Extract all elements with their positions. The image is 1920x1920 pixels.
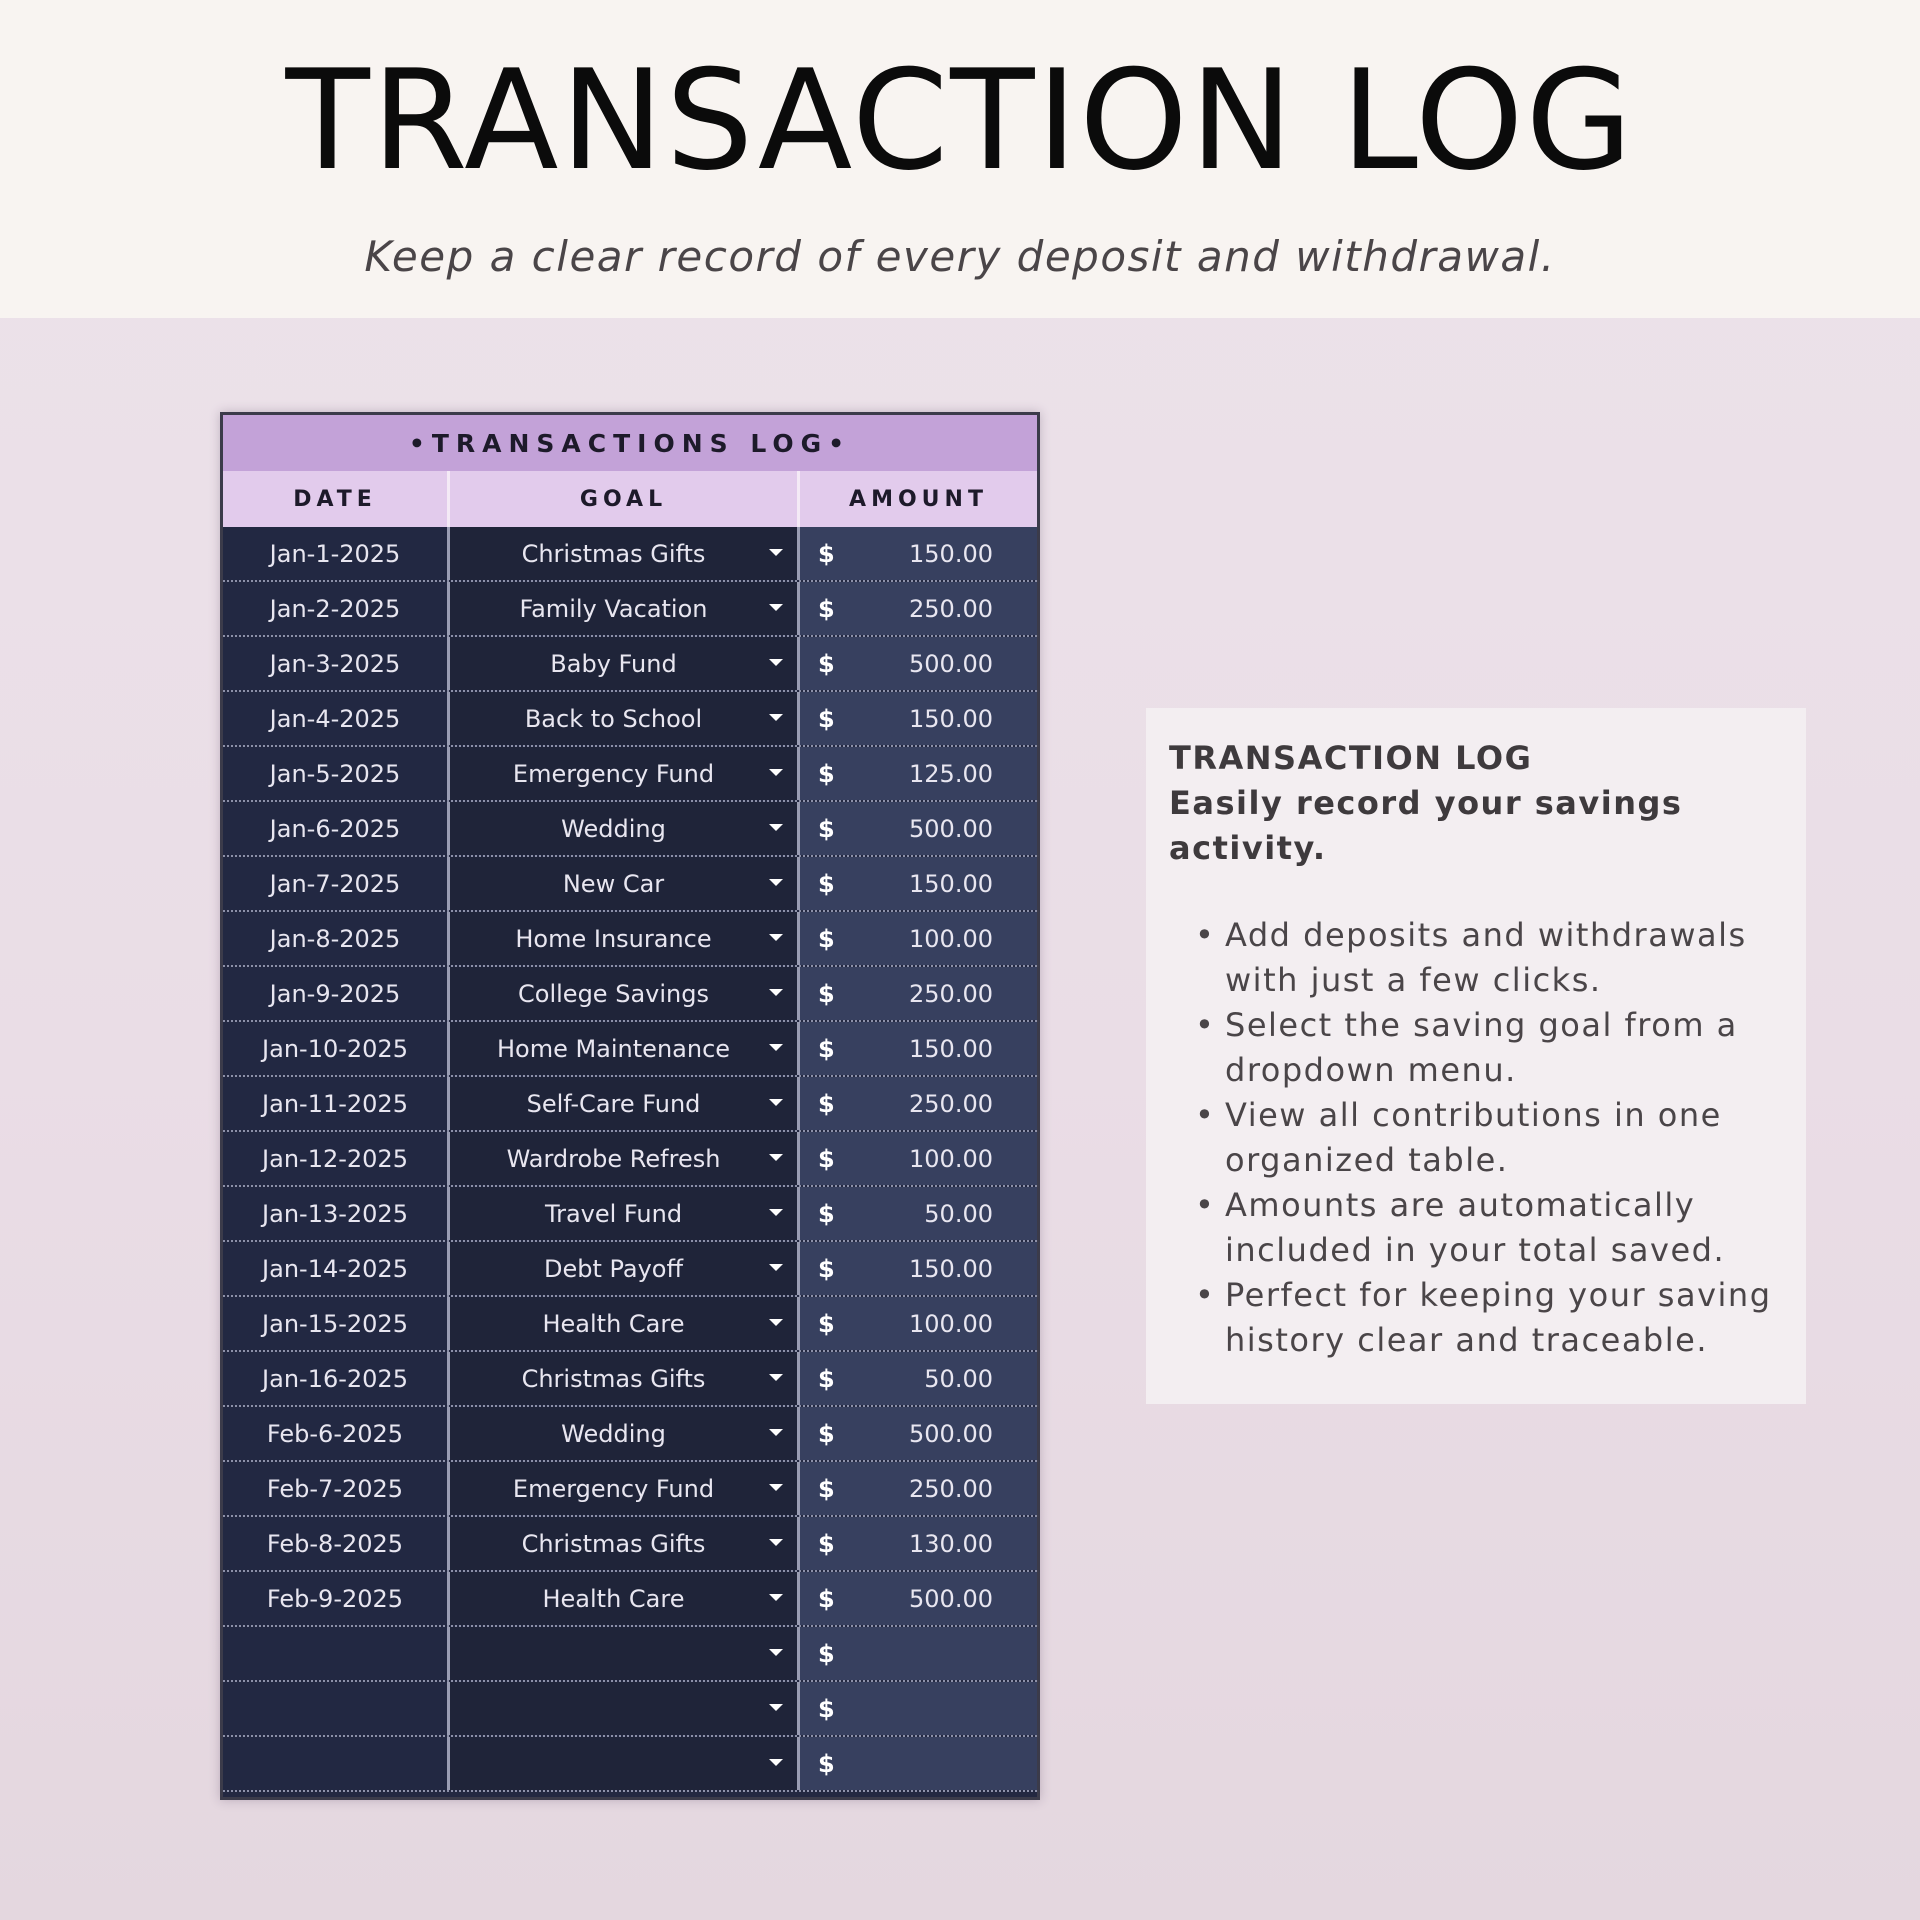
currency-symbol: $ bbox=[818, 594, 835, 623]
dropdown-arrow-icon[interactable] bbox=[769, 714, 783, 721]
date-cell[interactable] bbox=[223, 1627, 450, 1680]
dropdown-arrow-icon[interactable] bbox=[769, 549, 783, 556]
info-bullet: • Select the saving goal from a dropdown menu. bbox=[1195, 1003, 1784, 1093]
goal-dropdown-cell[interactable] bbox=[450, 1737, 800, 1790]
date-cell[interactable]: Jan-6-2025 bbox=[223, 802, 450, 855]
currency-symbol: $ bbox=[818, 539, 835, 568]
currency-symbol: $ bbox=[818, 1144, 835, 1173]
dropdown-arrow-icon[interactable] bbox=[769, 879, 783, 886]
amount-cell[interactable] bbox=[800, 1132, 1037, 1185]
goal-dropdown-cell[interactable] bbox=[450, 1352, 800, 1405]
info-bullet: • Add deposits and withdrawals with just a few clicks. bbox=[1195, 913, 1784, 1003]
amount-cell[interactable] bbox=[800, 747, 1037, 800]
currency-symbol: $ bbox=[818, 1749, 835, 1778]
table-row bbox=[223, 1187, 1037, 1242]
dropdown-arrow-icon[interactable] bbox=[769, 1594, 783, 1601]
date-cell[interactable]: Jan-13-2025 bbox=[223, 1187, 450, 1240]
goal-dropdown-cell[interactable] bbox=[450, 582, 800, 635]
goal-dropdown-cell[interactable] bbox=[450, 1682, 800, 1735]
currency-symbol: $ bbox=[818, 1089, 835, 1118]
currency-symbol: $ bbox=[818, 1034, 835, 1063]
date-cell[interactable]: Jan-2-2025 bbox=[223, 582, 450, 635]
table-row bbox=[223, 1352, 1037, 1407]
dropdown-arrow-icon[interactable] bbox=[769, 1429, 783, 1436]
goal-dropdown-cell[interactable] bbox=[450, 912, 800, 965]
amount-value: 50.00 bbox=[924, 1199, 993, 1228]
table-row bbox=[223, 692, 1037, 747]
amount-cell[interactable] bbox=[800, 1242, 1037, 1295]
amount-cell[interactable] bbox=[800, 1627, 1037, 1680]
goal-dropdown-cell[interactable] bbox=[450, 1627, 800, 1680]
date-cell[interactable]: Jan-10-2025 bbox=[223, 1022, 450, 1075]
amount-cell[interactable] bbox=[800, 582, 1037, 635]
date-cell[interactable]: Feb-7-2025 bbox=[223, 1462, 450, 1515]
amount-value: 150.00 bbox=[909, 704, 993, 733]
dropdown-arrow-icon[interactable] bbox=[769, 1649, 783, 1656]
goal-value: Travel Fund bbox=[544, 1199, 683, 1228]
table-row bbox=[223, 802, 1037, 857]
table-row bbox=[223, 1242, 1037, 1297]
amount-value: 500.00 bbox=[909, 814, 993, 843]
currency-symbol: $ bbox=[818, 704, 835, 733]
dropdown-arrow-icon[interactable] bbox=[769, 1209, 783, 1216]
goal-dropdown-cell[interactable] bbox=[450, 1022, 800, 1075]
dropdown-arrow-icon[interactable] bbox=[769, 1539, 783, 1546]
goal-value: Home Insurance bbox=[515, 924, 712, 953]
goal-value: Family Vacation bbox=[519, 594, 708, 623]
currency-symbol: $ bbox=[818, 1419, 835, 1448]
currency-symbol: $ bbox=[818, 814, 835, 843]
goal-value: Debt Payoff bbox=[543, 1254, 684, 1283]
dropdown-arrow-icon[interactable] bbox=[769, 1099, 783, 1106]
dropdown-arrow-icon[interactable] bbox=[769, 1044, 783, 1051]
goal-dropdown-cell[interactable] bbox=[450, 857, 800, 910]
amount-cell[interactable] bbox=[800, 857, 1037, 910]
amount-cell[interactable] bbox=[800, 1077, 1037, 1130]
goal-value: Wedding bbox=[561, 814, 666, 843]
goal-value: Christmas Gifts bbox=[521, 539, 706, 568]
goal-value: New Car bbox=[562, 869, 665, 898]
table-row bbox=[223, 1572, 1037, 1627]
info-bullet: • Amounts are automatically included in your total saved. bbox=[1195, 1183, 1784, 1273]
goal-dropdown-cell[interactable] bbox=[450, 1242, 800, 1295]
goal-value: Health Care bbox=[542, 1584, 685, 1613]
amount-cell[interactable] bbox=[800, 1407, 1037, 1460]
goal-dropdown-cell[interactable] bbox=[450, 1462, 800, 1515]
date-cell[interactable]: Jan-15-2025 bbox=[223, 1297, 450, 1350]
dropdown-arrow-icon[interactable] bbox=[769, 1484, 783, 1491]
date-cell[interactable] bbox=[223, 1682, 450, 1735]
amount-value: 100.00 bbox=[909, 1144, 993, 1173]
goal-value: College Savings bbox=[518, 979, 709, 1008]
currency-symbol: $ bbox=[818, 1694, 835, 1723]
currency-symbol: $ bbox=[818, 1254, 835, 1283]
dropdown-arrow-icon[interactable] bbox=[769, 604, 783, 611]
table-row bbox=[223, 1407, 1037, 1462]
goal-dropdown-cell[interactable] bbox=[450, 637, 800, 690]
table-row bbox=[223, 967, 1037, 1022]
currency-symbol: $ bbox=[818, 1584, 835, 1613]
amount-cell[interactable] bbox=[800, 1682, 1037, 1735]
currency-symbol: $ bbox=[818, 1199, 835, 1228]
date-cell[interactable]: Jan-12-2025 bbox=[223, 1132, 450, 1185]
info-bullet: • Perfect for keeping your saving history clear and traceable. bbox=[1195, 1273, 1784, 1363]
currency-symbol: $ bbox=[818, 1474, 835, 1503]
goal-value: Christmas Gifts bbox=[521, 1364, 706, 1393]
column-header-goal: GOAL bbox=[450, 471, 800, 527]
column-header-date: DATE bbox=[223, 471, 450, 527]
amount-cell[interactable] bbox=[800, 1022, 1037, 1075]
amount-value: 50.00 bbox=[924, 1364, 993, 1393]
table-row bbox=[223, 857, 1037, 912]
goal-dropdown-cell[interactable] bbox=[450, 692, 800, 745]
date-cell[interactable]: Jan-5-2025 bbox=[223, 747, 450, 800]
currency-symbol: $ bbox=[818, 1309, 835, 1338]
currency-symbol: $ bbox=[818, 1364, 835, 1393]
amount-cell[interactable] bbox=[800, 1737, 1037, 1790]
currency-symbol: $ bbox=[818, 649, 835, 678]
page-title: TRANSACTION LOG bbox=[285, 40, 1635, 201]
goal-value: Emergency Fund bbox=[512, 759, 715, 788]
amount-cell[interactable] bbox=[800, 802, 1037, 855]
amount-value: 250.00 bbox=[909, 1089, 993, 1118]
amount-value: 130.00 bbox=[909, 1529, 993, 1558]
currency-symbol: $ bbox=[818, 979, 835, 1008]
table-row bbox=[223, 1022, 1037, 1077]
dropdown-arrow-icon[interactable] bbox=[769, 659, 783, 666]
amount-value: 100.00 bbox=[909, 1309, 993, 1338]
dropdown-arrow-icon[interactable] bbox=[769, 769, 783, 776]
goal-value: Home Maintenance bbox=[496, 1034, 731, 1063]
amount-value: 150.00 bbox=[909, 869, 993, 898]
date-cell[interactable]: Jan-16-2025 bbox=[223, 1352, 450, 1405]
info-subheading: Easily record your savings activity. bbox=[1169, 784, 1683, 867]
currency-symbol: $ bbox=[818, 924, 835, 953]
goal-value: Christmas Gifts bbox=[521, 1529, 706, 1558]
page-subtitle: Keep a clear record of every deposit and withdrawal. bbox=[364, 232, 1556, 281]
dropdown-arrow-icon[interactable] bbox=[769, 1154, 783, 1161]
info-heading: TRANSACTION LOG bbox=[1169, 739, 1533, 777]
date-cell[interactable]: Feb-9-2025 bbox=[223, 1572, 450, 1625]
amount-cell[interactable] bbox=[800, 1352, 1037, 1405]
table-row bbox=[223, 1297, 1037, 1352]
goal-dropdown-cell[interactable] bbox=[450, 802, 800, 855]
dropdown-arrow-icon[interactable] bbox=[769, 989, 783, 996]
goal-dropdown-cell[interactable] bbox=[450, 1517, 800, 1570]
date-cell[interactable]: Feb-6-2025 bbox=[223, 1407, 450, 1460]
table-row bbox=[223, 637, 1037, 692]
goal-dropdown-cell[interactable] bbox=[450, 1187, 800, 1240]
table-row bbox=[223, 1682, 1037, 1737]
goal-value: Back to School bbox=[524, 704, 703, 733]
table-row bbox=[223, 1517, 1037, 1572]
goal-dropdown-cell[interactable] bbox=[450, 1132, 800, 1185]
amount-value: 500.00 bbox=[909, 649, 993, 678]
dropdown-arrow-icon[interactable] bbox=[769, 1374, 783, 1381]
date-cell[interactable]: Jan-4-2025 bbox=[223, 692, 450, 745]
dropdown-arrow-icon[interactable] bbox=[769, 1704, 783, 1711]
date-cell[interactable]: Jan-9-2025 bbox=[223, 967, 450, 1020]
sheet-header-row bbox=[223, 471, 1037, 527]
date-cell[interactable]: Jan-11-2025 bbox=[223, 1077, 450, 1130]
table-row bbox=[223, 582, 1037, 637]
goal-dropdown-cell[interactable] bbox=[450, 1572, 800, 1625]
info-card bbox=[1146, 708, 1806, 1404]
date-cell[interactable]: Feb-8-2025 bbox=[223, 1517, 450, 1570]
goal-value: Health Care bbox=[542, 1309, 685, 1338]
dropdown-arrow-icon[interactable] bbox=[769, 1759, 783, 1766]
goal-value: Wedding bbox=[561, 1419, 666, 1448]
currency-symbol: $ bbox=[818, 1529, 835, 1558]
amount-value: 125.00 bbox=[909, 759, 993, 788]
table-row bbox=[223, 1077, 1037, 1132]
goal-dropdown-cell[interactable] bbox=[450, 1077, 800, 1130]
amount-cell[interactable] bbox=[800, 1572, 1037, 1625]
amount-value: 500.00 bbox=[909, 1419, 993, 1448]
table-row bbox=[223, 747, 1037, 802]
amount-cell[interactable] bbox=[800, 692, 1037, 745]
amount-value: 250.00 bbox=[909, 1474, 993, 1503]
goal-dropdown-cell[interactable] bbox=[450, 967, 800, 1020]
transaction-rows bbox=[223, 527, 1037, 1792]
amount-cell[interactable] bbox=[800, 637, 1037, 690]
table-row bbox=[223, 912, 1037, 967]
dropdown-arrow-icon[interactable] bbox=[769, 1264, 783, 1271]
goal-dropdown-cell[interactable] bbox=[450, 747, 800, 800]
amount-value: 150.00 bbox=[909, 539, 993, 568]
amount-cell[interactable] bbox=[800, 1462, 1037, 1515]
date-cell[interactable]: Jan-1-2025 bbox=[223, 527, 450, 580]
date-cell[interactable]: Jan-3-2025 bbox=[223, 637, 450, 690]
goal-value: Emergency Fund bbox=[512, 1474, 715, 1503]
goal-value: Self-Care Fund bbox=[526, 1089, 701, 1118]
date-cell[interactable]: Jan-14-2025 bbox=[223, 1242, 450, 1295]
sheet-title: •TRANSACTIONS LOG• bbox=[223, 415, 1037, 471]
goal-value: Baby Fund bbox=[550, 649, 677, 678]
amount-value: 250.00 bbox=[909, 979, 993, 1008]
currency-symbol: $ bbox=[818, 1639, 835, 1668]
dropdown-arrow-icon[interactable] bbox=[769, 824, 783, 831]
amount-value: 250.00 bbox=[909, 594, 993, 623]
amount-cell[interactable] bbox=[800, 1297, 1037, 1350]
date-cell[interactable] bbox=[223, 1737, 450, 1790]
amount-cell[interactable] bbox=[800, 967, 1037, 1020]
amount-value: 150.00 bbox=[909, 1034, 993, 1063]
goal-dropdown-cell[interactable] bbox=[450, 1407, 800, 1460]
amount-cell[interactable] bbox=[800, 1517, 1037, 1570]
amount-value: 100.00 bbox=[909, 924, 993, 953]
info-bullet-list bbox=[1169, 913, 1784, 1363]
goal-value: Wardrobe Refresh bbox=[506, 1144, 721, 1173]
amount-cell[interactable] bbox=[800, 527, 1037, 580]
dropdown-arrow-icon[interactable] bbox=[769, 1319, 783, 1326]
table-row bbox=[223, 527, 1037, 582]
table-row bbox=[223, 1737, 1037, 1792]
amount-value: 150.00 bbox=[909, 1254, 993, 1283]
goal-dropdown-cell[interactable] bbox=[450, 1297, 800, 1350]
column-header-amount: AMOUNT bbox=[849, 486, 988, 512]
currency-symbol: $ bbox=[818, 759, 835, 788]
amount-cell[interactable] bbox=[800, 1187, 1037, 1240]
table-row bbox=[223, 1462, 1037, 1517]
transactions-sheet bbox=[220, 412, 1040, 1800]
table-row bbox=[223, 1627, 1037, 1682]
amount-cell[interactable] bbox=[800, 912, 1037, 965]
info-bullet: • View all contributions in one organized table. bbox=[1195, 1093, 1784, 1183]
currency-symbol: $ bbox=[818, 869, 835, 898]
date-cell[interactable]: Jan-8-2025 bbox=[223, 912, 450, 965]
goal-dropdown-cell[interactable] bbox=[450, 527, 800, 580]
date-cell[interactable]: Jan-7-2025 bbox=[223, 857, 450, 910]
dropdown-arrow-icon[interactable] bbox=[769, 934, 783, 941]
amount-value: 500.00 bbox=[909, 1584, 993, 1613]
table-row bbox=[223, 1132, 1037, 1187]
